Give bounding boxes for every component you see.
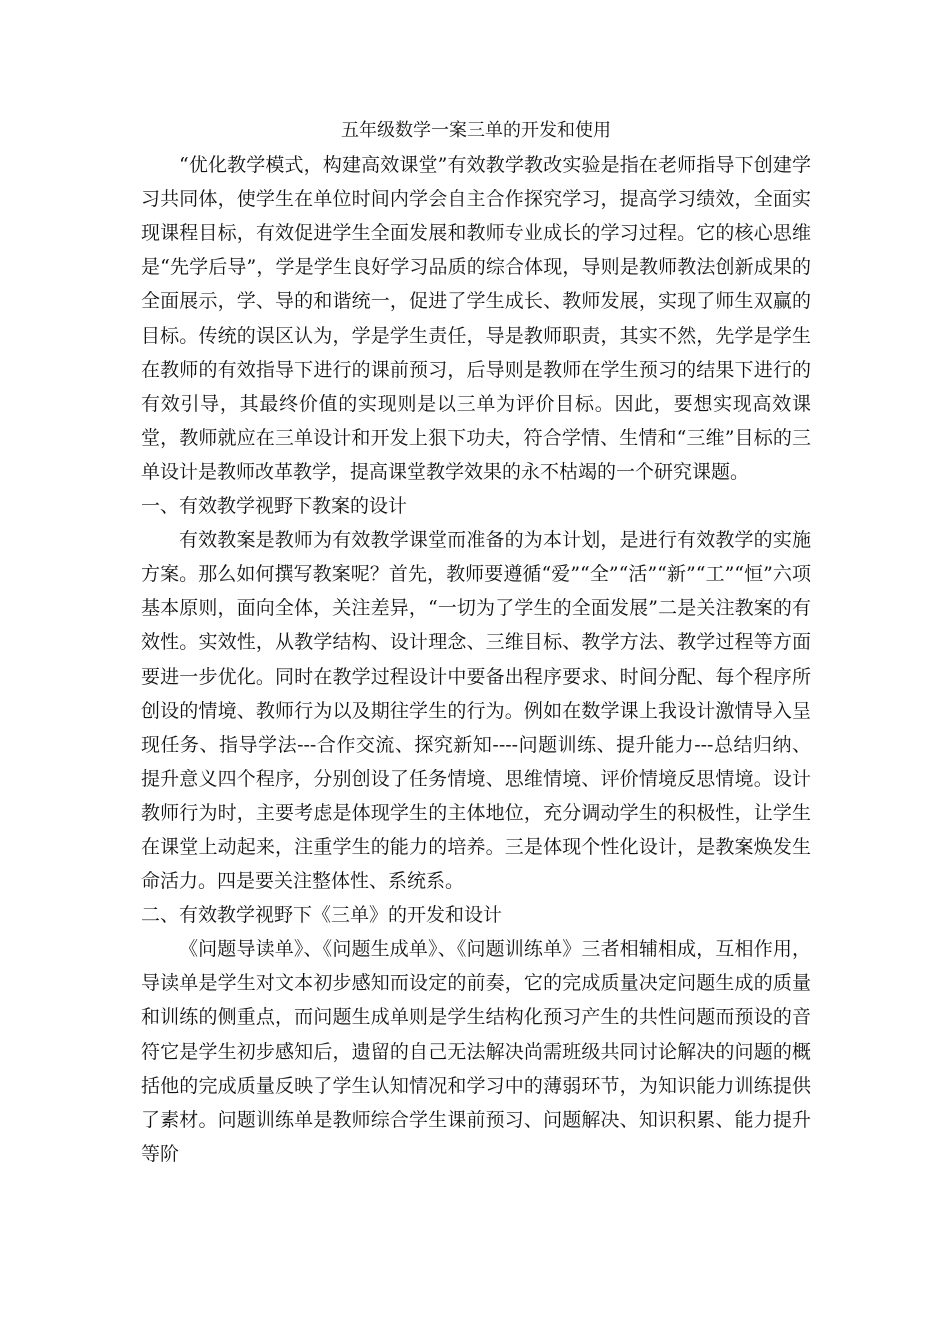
section-2-heading: 二、有效教学视野下《三单》的开发和设计 bbox=[141, 904, 503, 927]
document-title: 五年级数学一案三单的开发和使用 bbox=[341, 120, 611, 141]
section-1-heading: 一、有效教学视野下教案的设计 bbox=[141, 495, 408, 518]
document-body bbox=[141, 114, 811, 1171]
section-1-paragraph: 有效教案是教师为有效教学课堂而准备的为本计划，是进行有效教学的实施方案。那么如何撰写教案呢？首先，教师要遵循“爱”“全”“活”“新”“工”“恒”六项基本原则，面向全体，关注差异，“一切为了学生的全面发展”二是关注教案的有效性。实效性，从教学结构、设计理念、三维目标、教学方法、教学过程等方面要进一步优化。同时在教学过程设计中要备出程序要求、时间分配、每个程序所创设的情境、教师行为以及期往学生的行为。例如在数学课上我设计激情导入呈现任务、指导学法---合作交流、探究新知----问题训练、提升能力---总结归纳、提升意义四个程序，分别创设了任务情境、思维情境、评价情境反思情境。设计教师行为时，主要考虑是体现学生的主体地位，充分调动学生的积极性，让学生在课堂上动起来，注重学生的能力的培养。三是体现个性化设计，是教案焕发生命活力。四是要关注整体性、系统系。 bbox=[141, 529, 811, 893]
intro-paragraph: “优化教学模式，构建高效课堂”有效教学教改实验是指在老师指导下创建学习共同体，使学生在单位时间内学会自主合作探究学习，提高学习绩效，全面实现课程目标，有效促进学生全面发展和教师专业成长的学习过程。它的核心思维是“先学后导”，学是学生良好学习品质的综合体现，导则是教师教法创新成果的全面展示，学、导的和谐统一，促进了学生成长、教师发展，实现了师生双赢的目标。传统的误区认为，学是学生责任，导是教师职责，其实不然，先学是学生在教师的有效指导下进行的课前预习，后导则是教师在学生预习的结果下进行的有效引导，其最终价值的实现则是以三单为评价目标。因此，要想实现高效课堂，教师就应在三单设计和开发上狠下功夫，符合学情、生情和“三维”目标的三单设计是教师改革教学，提高课堂教学效果的永不枯竭的一个研究课题。 bbox=[141, 154, 811, 483]
section-2-paragraph: 《问题导读单》、《问题生成单》、《问题训练单》三者相辅相成，互相作用，导读单是学生对文本初步感知而设定的前奏，它的完成质量决定问题生成的质量和训练的侧重点，而问题生成单则是学生结构化预习产生的共性问题而预设的音符它是学生初步感知后，遗留的自己无法解决尚需班级共同讨论解决的问题的概括他的完成质量反映了学生认知情况和学习中的薄弱环节，为知识能力训练提供了素材。问题训练单是教师综合学生课前预习、问题解决、知识积累、能力提升等阶 bbox=[141, 938, 811, 1165]
